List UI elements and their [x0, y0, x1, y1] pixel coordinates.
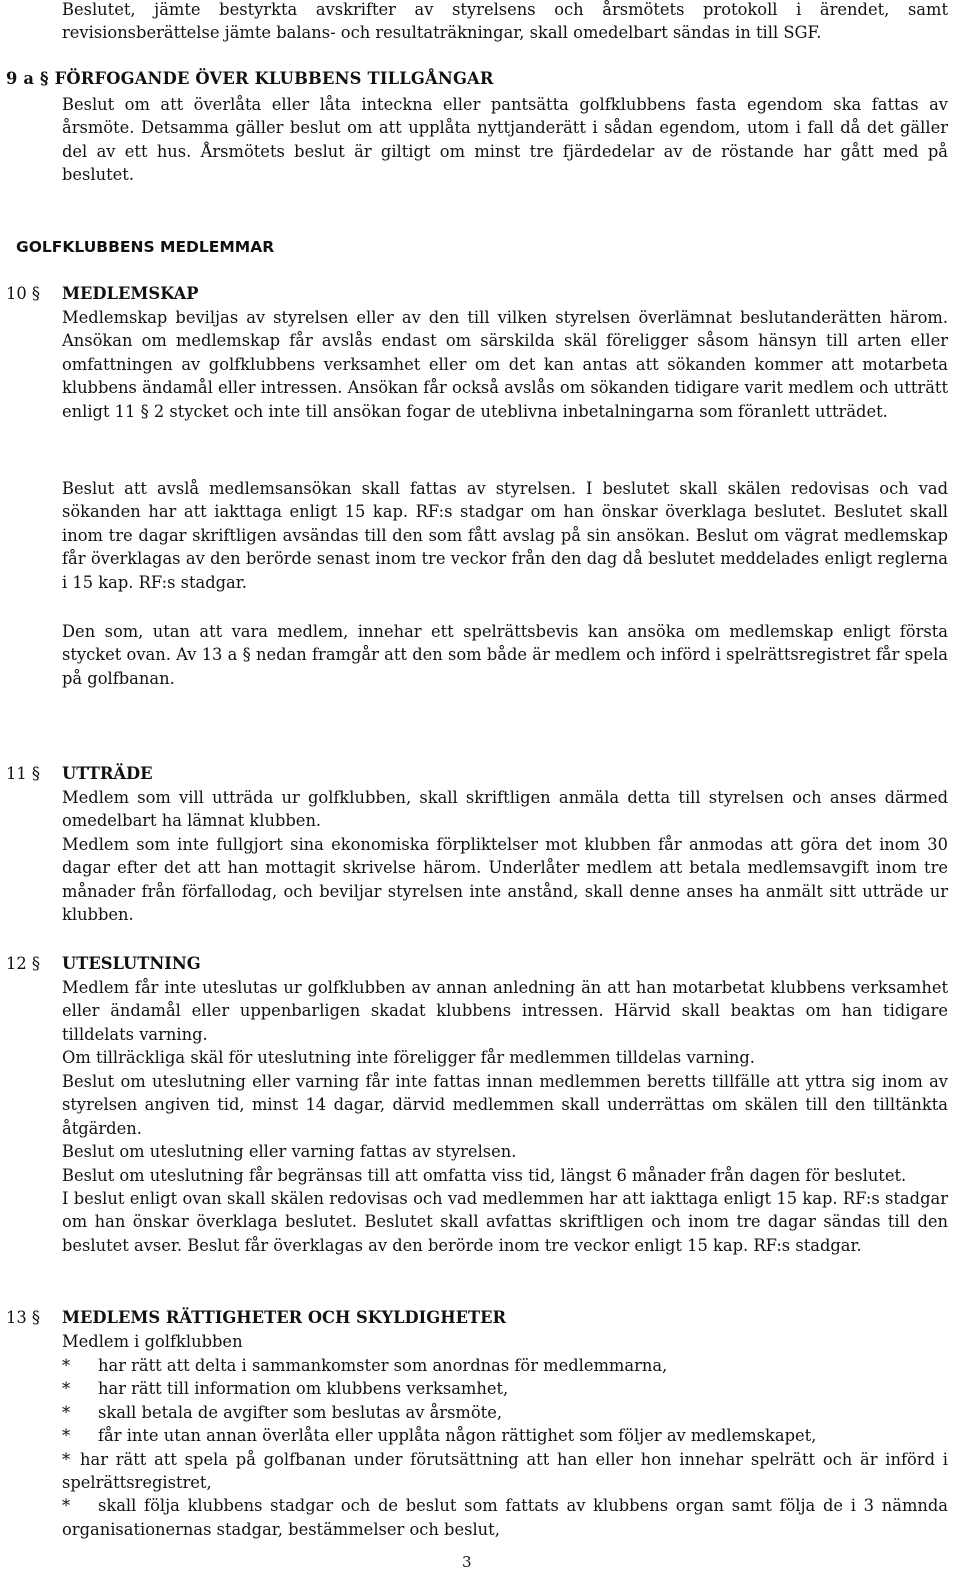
section-10-number: 10 §: [6, 284, 41, 303]
section-10-heading: MEDLEMSKAP: [62, 284, 199, 303]
section-12-paragraph-6: I beslut enligt ovan skall skälen redovisas och vad medlemmen har att iakttaga enligt 15 kap. RF:s stadgar om han önskar överklaga beslutet. Beslutet skall avfattas skriftligen och inom tre dagar sändas till den beslutet avser. Beslut får överklagas av den berörde inom tre veckor enligt 15 kap. RF:s stadgar.: [62, 1189, 948, 1255]
section-13-number: 13 §: [6, 1308, 41, 1327]
section-9a-text: Beslut om att överlåta eller låta inteckna eller pantsätta golfklubbens fasta egendom ska fattas av årsmöte. Detsamma gäller beslut om att upplåta nyttjanderätt i sådan egendom, utom i fall då det gäller del av ett hus. Årsmötets beslut är giltigt om minst tre fjärdedelar av de röstande har gått med på beslutet.: [62, 95, 948, 185]
list-item: * får inte utan annan överlåta eller upplåta någon rättighet som följer av medlemskapet,: [62, 1426, 817, 1446]
section-11-heading: UTTRÄDE: [62, 764, 153, 783]
list-item: * skall betala de avgifter som beslutas av årsmöte,: [62, 1402, 503, 1422]
section-10-paragraph-1: Medlemskap beviljas av styrelsen eller av den till vilken styrelsen överlämnat beslutanderätten härom. Ansökan om medlemskap får avslås endast om särskilda skäl föreligger såsom hänsyn till arten eller omfattningen av golfklubbens verksamhet eller om det kan antas att sökanden kommer att motarbeta klubbens ändamål eller intressen. Ansökan får också avslås om sökanden tidigare varit medlem och utträtt enligt 11 § 2 stycket och inte till ansökan fogar de uteblivna inbetalningarna som föranlett utträdet.: [62, 308, 948, 421]
section-12-paragraph-5: Beslut om uteslutning får begränsas till att omfatta viss tid, längst 6 månader från dagen för beslutet.: [62, 1166, 907, 1185]
section-10-paragraph-3: Den som, utan att vara medlem, innehar ett spelrättsbevis kan ansöka om medlemskap enligt första stycket ovan. Av 13 a § nedan framgår att den som både är medlem och införd i spelrättsregistret får spela på golfbanan.: [62, 622, 948, 688]
section-12-paragraph-1: Medlem får inte uteslutas ur golfklubben av annan anledning än att han motarbetat klubbens verksamhet eller ändamål eller uppenbarligen skadat klubbens intressen. Härvid skall beaktas om han tidigare tilldelats varning.: [62, 978, 948, 1044]
section-12-paragraph-2: Om tillräckliga skäl för uteslutning inte föreligger får medlemmen tilldelas varning.: [62, 1048, 755, 1067]
section-13-heading: MEDLEMS RÄTTIGHETER OCH SKYLDIGHETER: [62, 1308, 507, 1327]
section-12-heading: UTESLUTNING: [62, 954, 201, 973]
list-item: * har rätt att spela på golfbanan under förutsättning att han eller hon innehar spelrätt och är införd i spelrättsregistret,: [62, 1449, 948, 1493]
section-9a-heading: 9 a § FÖRFOGANDE ÖVER KLUBBENS TILLGÅNGAR: [6, 69, 494, 88]
section-13-intro: Medlem i golfklubben: [62, 1332, 243, 1351]
section-12-paragraph-4: Beslut om uteslutning eller varning fattas av styrelsen.: [62, 1142, 517, 1161]
section-11-paragraph-2: Medlem som inte fullgjort sina ekonomiska förpliktelser mot klubben får anmodas att göra det inom 30 dagar efter det att han mottagit skrivelse härom. Underlåter medlem att betala medlemsavgift inom tre månader från förfallodag, och beviljar styrelsen inte anstånd, skall denne anses ha anmält sitt utträde ur klubben.: [62, 835, 948, 925]
top-paragraph: Beslutet, jämte bestyrkta avskrifter av styrelsens och årsmötets protokoll i ärendet, samt revisionsberättelse jämte balans- och resultaträkningar, skall omedelbart sändas in till SGF.: [62, 0, 948, 43]
section-11-number: 11 §: [6, 764, 41, 783]
section-12-number: 12 §: [6, 954, 41, 973]
section-12-paragraph-3: Beslut om uteslutning eller varning får inte fattas innan medlemmen beretts tillfälle att yttra sig inom av styrelsen angiven tid, minst 14 dagar, därvid medlemmen skall underrättas om skälen till den tilltänkta åtgärden.: [62, 1072, 948, 1138]
rights-list: [62, 1354, 948, 1541]
list-item: * skall följa klubbens stadgar och de beslut som fattats av klubbens organ samt följa de i 3 nämnda organisationernas stadgar, bestämmelser och beslut,: [62, 1496, 948, 1539]
section-10-paragraph-2: Beslut att avslå medlemsansökan skall fattas av styrelsen. I beslutet skall skälen redovisas och vad sökanden har att iakttaga enligt 15 kap. RF:s stadgar om han önskar överklaga beslutet. Beslutet skall inom tre dagar skriftligen avsändas till den som fått avslag på sin ansökan. Beslut om vägrat medlemskap får överklagas av den berörde senast inom tre veckor från den dag då beslutet meddelades enligt reglerna i 15 kap. RF:s stadgar.: [62, 479, 948, 592]
list-item: * har rätt till information om klubbens verksamhet,: [62, 1379, 509, 1399]
list-item: * har rätt att delta i sammankomster som anordnas för medlemmarna,: [62, 1356, 668, 1375]
section-11-paragraph-1: Medlem som vill utträda ur golfklubben, skall skriftligen anmäla detta till styrelsen och anses därmed omedelbart ha lämnat klubben.: [62, 788, 948, 831]
page-number: 3: [462, 1553, 472, 1571]
members-section-title: GOLFKLUBBENS MEDLEMMAR: [16, 238, 275, 256]
